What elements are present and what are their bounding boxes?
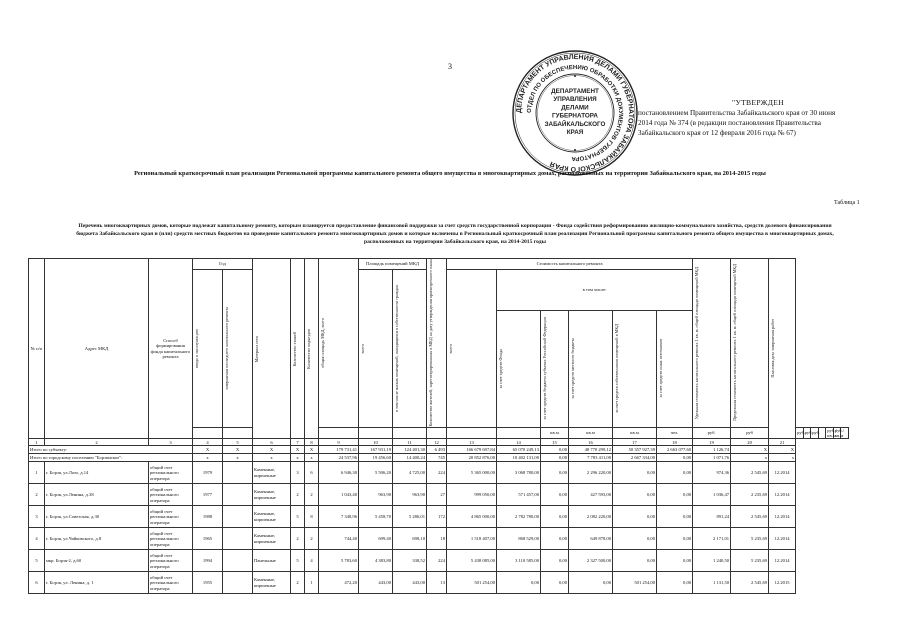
cell-other: 0,00: [657, 528, 693, 550]
total-subject-row: [29, 446, 849, 454]
cell-owners: 0,00: [613, 506, 657, 528]
cell-date: 12.2015: [769, 572, 796, 594]
cell-area: 699,40: [359, 528, 393, 550]
column-number: 16: [569, 439, 613, 446]
cell-priv: 963,90: [393, 484, 427, 506]
cell-total: 6 946,30: [319, 462, 359, 484]
unit-cell: [359, 427, 393, 439]
cell-fund: 3 068 780,00: [497, 462, 541, 484]
total-cell: x: [769, 454, 796, 462]
cell-repair: [223, 462, 253, 484]
column-number: 6: [253, 439, 291, 446]
cell-floors: 2: [291, 572, 305, 594]
total-cell: 124 401,30: [393, 446, 427, 454]
cell-floors: 3: [291, 462, 305, 484]
cell-priv: 4 725,00: [393, 462, 427, 484]
cell-entr: 2: [305, 484, 319, 506]
header-cost-local: за счет средств местного бюджета: [569, 310, 613, 427]
total-cell: 14 400,24: [393, 454, 427, 462]
total-cell: 7 783 411,00: [569, 454, 613, 462]
table-row: [29, 550, 849, 572]
total-cell: 20 852 876,00: [447, 454, 497, 462]
cell-spec: 1 131,50: [693, 572, 731, 594]
cell-fund: 2 782 780,00: [497, 506, 541, 528]
total-cell: 166 679 697,84: [447, 446, 497, 454]
cell-address: мкр. Борзя-2, д.60: [45, 550, 149, 572]
unit-cell: руб.: [803, 427, 811, 439]
stamp-ring-outer-text: ДЕПАРТАМЕНТ УПРАВЛЕНИЯ ДЕЛАМИ ГУБЕРНАТОРА ЗАБАЙКАЛЬСКОГО КРАЯ: [515, 53, 635, 173]
page-number: 3: [448, 62, 452, 71]
column-number: 11: [393, 439, 427, 446]
cell-cost: 999 050,00: [447, 484, 497, 506]
approval-line: постановлением Правительства Забайкальского края от 30 июня: [638, 109, 836, 117]
column-number: 8: [305, 439, 319, 446]
cell-repair: [223, 550, 253, 572]
cell-date: 12.2014: [769, 484, 796, 506]
cell-date: 12.2014: [769, 528, 796, 550]
cell-priv: 5 286,01: [393, 506, 427, 528]
cell-method: общий счет регионального оператора: [149, 528, 193, 550]
table-row: [29, 506, 849, 528]
unit-cell: [319, 427, 359, 439]
cell-date: 12.2014: [769, 506, 796, 528]
unit-cell: [427, 427, 447, 439]
header-cost-other: за счет средств иных источников: [657, 310, 693, 427]
header-cost-region: за счет средств бюджета субъекта Российской Федерации: [541, 310, 569, 427]
header-wall: Материал стен: [253, 259, 291, 439]
total-cell: 1 071,76: [693, 454, 731, 462]
unit-cell: кв.м: [541, 427, 569, 439]
cell-built: 1979: [193, 462, 223, 484]
total-cell: X: [253, 446, 291, 454]
cell-built: 1988: [193, 506, 223, 528]
header-area-all: всего: [359, 270, 393, 428]
total-cell: 0,00: [541, 454, 569, 462]
header-num: № п/п: [29, 259, 45, 439]
cell-limit: 5 235,69: [731, 528, 769, 550]
header-specific: Удельная стоимость капитального ремонта 1 кв. м. общей площади помещений МКД: [693, 259, 731, 428]
column-numbers-row: [29, 439, 849, 446]
cell-region: 0,00: [541, 506, 569, 528]
cell-owners: 0,00: [613, 484, 657, 506]
cell-built: 1955: [193, 572, 223, 594]
cell-method: общий счет регионального оператора: [149, 506, 193, 528]
total-cell: 65 070 249,13: [497, 446, 541, 454]
cell-repair: [223, 528, 253, 550]
total-cell: x: [731, 454, 769, 462]
approval-line: 2014 года № 374 (в редакции постановления Правительства: [638, 119, 821, 127]
header-total-area: общая площадь МКД, всего: [319, 259, 359, 428]
cell-method: общий счет регионального оператора: [149, 484, 193, 506]
unit-cell: руб.: [796, 427, 804, 439]
column-number: 14: [497, 439, 541, 446]
stamp-ring-inner-text: ОТДЕЛ ПО ОБЕСПЕЧЕНИЮ ОБРАБОТКИ ДОКУМЕНТОВ ГУБЕРНАТОРА: [526, 64, 624, 162]
total-cell: x: [223, 454, 253, 462]
total-cell: 0,00: [657, 454, 693, 462]
total-cell: X: [305, 446, 319, 454]
cell-n: 1: [29, 462, 45, 484]
cell-res: 13: [427, 572, 447, 594]
cell-other: 0,00: [657, 550, 693, 572]
unit-cell: кв.м: [613, 427, 657, 439]
cell-spec: 1 240,50: [693, 550, 731, 572]
header-including: в том числе:: [497, 270, 693, 311]
cell-n: 4: [29, 528, 45, 550]
total-cell: X: [223, 446, 253, 454]
cell-wall: Панельные: [253, 550, 291, 572]
cell-region: 0,00: [541, 484, 569, 506]
cell-local: 2 327 500,00: [569, 550, 613, 572]
cell-built: 1965: [193, 528, 223, 550]
cell-res: 18: [427, 528, 447, 550]
cell-address: г. Борзя, ул.Лазо, д.14: [45, 462, 149, 484]
unit-cell: [497, 427, 541, 439]
cell-entr: 6: [305, 462, 319, 484]
cell-method: общий счет регионального оператора: [149, 462, 193, 484]
column-number: 19: [693, 439, 731, 446]
approval-title: "УТВЕРЖДЕН: [732, 98, 784, 107]
cell-other: 0,00: [657, 572, 693, 594]
column-number: 2: [45, 439, 149, 446]
unit-cell: [223, 427, 253, 439]
cell-other: 0,00: [657, 462, 693, 484]
cell-wall: Каменные, кирпичные: [253, 484, 291, 506]
total-borzya-row: [29, 454, 849, 462]
cell-res: 224: [427, 550, 447, 572]
cell-floors: 5: [291, 506, 305, 528]
header-cost-group: Стоимость капитального ремонта: [447, 259, 693, 270]
total-cell: 2 663 077,60: [657, 446, 693, 454]
header-residents: Количество жителей, зарегистрированных в МКД на дату утверждения краткосрочного плана: [427, 259, 447, 428]
cell-res: 27: [427, 484, 447, 506]
cell-region: 0,00: [541, 550, 569, 572]
table-row: [29, 528, 849, 550]
total-cell: X: [769, 446, 796, 454]
cell-method: общий счет регионального оператора: [149, 550, 193, 572]
cell-total: 744,40: [319, 528, 359, 550]
total-cell: X: [291, 446, 305, 454]
cell-local: 0,00: [569, 572, 613, 594]
cell-address: г. Борзя, ул. Ленина, д. 1: [45, 572, 149, 594]
cell-local: 2 296 220,00: [569, 462, 613, 484]
column-number: 10: [359, 439, 393, 446]
cell-wall: Каменные, кирпичные: [253, 506, 291, 528]
svg-text:ДЕЛАМИ: ДЕЛАМИ: [561, 104, 589, 112]
cell-limit: 2 545,69: [731, 572, 769, 594]
cell-date: 12.2014: [769, 550, 796, 572]
cell-spec: 1 036,47: [693, 484, 731, 506]
cell-fund: 3 110 585,00: [497, 550, 541, 572]
cell-area: 963,90: [359, 484, 393, 506]
cell-spec: 2 171,01: [693, 528, 731, 550]
cell-total: 7 348,96: [319, 506, 359, 528]
unit-cell: кв.м: [569, 427, 613, 439]
cell-repair: [223, 572, 253, 594]
total-subject-label: Итого по субъекту:: [29, 446, 193, 454]
total-cell: 19 456,60: [359, 454, 393, 462]
total-cell: X: [731, 446, 769, 454]
capital-repair-table: [28, 258, 849, 594]
column-number: 7: [291, 439, 305, 446]
cell-date: 12.2014: [769, 462, 796, 484]
cell-local: 2 082 220,00: [569, 506, 613, 528]
cell-spec: 891,24: [693, 506, 731, 528]
unit-cell: руб: [731, 427, 769, 439]
table-row: [29, 462, 849, 484]
header-area-private: в том числе жилых помещений, находящихся в собственности граждан: [393, 270, 427, 428]
cell-limit: 2 545,69: [731, 506, 769, 528]
table-row: [29, 484, 849, 506]
total-borzya-label: Итого по городскому поселению "Борзинское":: [29, 454, 193, 462]
svg-text:ГУБЕРНАТОРА: ГУБЕРНАТОРА: [552, 112, 598, 120]
total-cell: 24 537,96: [319, 454, 359, 462]
cell-region: 0,00: [541, 462, 569, 484]
column-number: 21: [769, 439, 796, 446]
header-method: Способ формирования фонда капитального ремонта: [149, 259, 193, 439]
total-cell: x: [291, 454, 305, 462]
cell-region: 0,00: [541, 572, 569, 594]
cell-local: 649 878,00: [569, 528, 613, 550]
cell-n: 5: [29, 550, 45, 572]
column-number: 3: [149, 439, 193, 446]
svg-text:КРАЯ: КРАЯ: [566, 129, 584, 136]
cell-owners: 0,00: [613, 462, 657, 484]
cell-floors: 5: [291, 550, 305, 572]
table-caption: Перечень многоквартирных домов, которые подлежат капитальному ремонту, которым планируется предоставление финансовой поддержки за счет средств государственной корпорации - Фонда содействия реформированию жилищно-коммунального хозяйства, средств долевого финансирования бюджета Забайкальского края и (или) средств местных бюджетов на проведение капитального ремонта многоквартирных домов и которые включены в Региональный краткосрочный план реализации Региональной программы капитального ремонта общего имущества в многоквартирных домах, расположенных на территории Забайкальского края, на 2014-2015 годы: [76, 223, 834, 245]
table-row: [29, 572, 849, 594]
cell-area: 443,00: [359, 572, 393, 594]
cell-floors: 2: [291, 528, 305, 550]
cell-entr: 1: [305, 572, 319, 594]
table-label: Таблица 1: [834, 200, 860, 206]
svg-text:ЗАБАЙКАЛЬСКОГО: ЗАБАЙКАЛЬСКОГО: [544, 120, 606, 128]
total-cell: 2 667 334,00: [613, 454, 657, 462]
total-cell: X: [193, 446, 223, 454]
cell-repair: [223, 484, 253, 506]
header-cost-all: всего: [447, 270, 497, 428]
unit-cell: руб./кв.м: [834, 427, 845, 438]
cell-res: 172: [427, 506, 447, 528]
cell-limit: 2 235,69: [731, 484, 769, 506]
cell-address: г. Борзя, ул.Ленина, д.38: [45, 484, 149, 506]
cell-floors: 2: [291, 484, 305, 506]
svg-text:ДЕПАРТАМЕНТ: ДЕПАРТАМЕНТ: [551, 88, 599, 95]
unit-cell: руб./кв.м: [827, 427, 837, 438]
total-cell: x: [253, 454, 291, 462]
cell-area: 5 506,20: [359, 462, 393, 484]
column-number: 9: [319, 439, 359, 446]
cell-fund: 0,00: [497, 572, 541, 594]
cell-limit: 2 545,69: [731, 462, 769, 484]
cell-fund: 571 457,00: [497, 484, 541, 506]
cell-total: 472,20: [319, 572, 359, 594]
header-year-built: ввода в эксплуатацию: [193, 270, 223, 428]
cell-owners: 501 254,00: [613, 572, 657, 594]
cell-local: 427 593,00: [569, 484, 613, 506]
total-cell: 179 731,41: [319, 446, 359, 454]
column-number: 4: [193, 439, 223, 446]
total-cell: 48 770 299,12: [569, 446, 613, 454]
total-cell: 0,00: [541, 446, 569, 454]
column-number: 20: [731, 439, 769, 446]
cell-priv: 698,10: [393, 528, 427, 550]
header-address: Адрес МКД: [45, 259, 149, 439]
header-limit: Предельная стоимость капитального ремонта 1 кв. м. общей площади помещений МКД: [731, 259, 769, 428]
header-area-group: Площадь помещений МКД: [359, 259, 427, 270]
cell-entr: 4: [305, 550, 319, 572]
cell-address: г. Борзя, ул.Чайковского, д.8: [45, 528, 149, 550]
unit-cell: [447, 427, 497, 439]
cell-res: 224: [427, 462, 447, 484]
total-cell: 10 402 131,00: [497, 454, 541, 462]
approval-line: Забайкальского края от 12 февраля 2016 года № 67): [638, 129, 796, 137]
header-entrances: Количество подъездов: [305, 259, 319, 439]
cell-area: 5 458,70: [359, 506, 393, 528]
total-cell: 50 357 927,39: [613, 446, 657, 454]
unit-cell: руб.: [693, 427, 731, 439]
header-deadline: Плановая дата завершения работ: [769, 259, 796, 439]
cell-wall: Каменные, кирпичные: [253, 572, 291, 594]
unit-cell: чел.: [657, 427, 693, 439]
cell-priv: 443,00: [393, 572, 427, 594]
column-number: 17: [613, 439, 657, 446]
cell-cost: 5 438 085,00: [447, 550, 497, 572]
header-year-group: Год: [193, 259, 253, 270]
column-number: 12: [427, 439, 447, 446]
unit-cell: руб.: [811, 427, 819, 439]
approval-block: [638, 98, 878, 138]
cell-n: 3: [29, 506, 45, 528]
stamp-center-text: [545, 88, 606, 136]
cell-cost: 4 865 000,00: [447, 506, 497, 528]
cell-cost: 1 518 407,00: [447, 528, 497, 550]
cell-repair: [223, 506, 253, 528]
cell-built: 1994: [193, 550, 223, 572]
column-number: 13: [447, 439, 497, 446]
cell-region: 0,00: [541, 528, 569, 550]
cell-priv: 338,52: [393, 550, 427, 572]
cell-cost: 5 365 000,00: [447, 462, 497, 484]
cell-total: 1 043,40: [319, 484, 359, 506]
cell-built: 1977: [193, 484, 223, 506]
document-title: Региональный краткосрочный план реализации Региональной программы капитального ремонта общего имущества в многоквартирных домах, расположенных на территории Забайкальского края, на 2014-2015 годы: [134, 170, 766, 177]
cell-spec: 974,36: [693, 462, 731, 484]
total-cell: x: [305, 454, 319, 462]
cell-limit: 5 235,69: [731, 550, 769, 572]
total-cell: 167 931,19: [359, 446, 393, 454]
cell-other: 0,00: [657, 484, 693, 506]
unit-cell: [393, 427, 427, 439]
column-number: 15: [541, 439, 569, 446]
column-number: 1: [29, 439, 45, 446]
cell-address: г. Борзя, ул.Советская, д.30: [45, 506, 149, 528]
total-cell: 745: [427, 454, 447, 462]
total-cell: x: [193, 454, 223, 462]
column-number: 5: [223, 439, 253, 446]
cell-cost: 501 254,00: [447, 572, 497, 594]
official-stamp: [510, 48, 640, 178]
cell-other: 0,00: [657, 506, 693, 528]
cell-total: 5 783,60: [319, 550, 359, 572]
cell-entr: 8: [305, 506, 319, 528]
cell-wall: Каменные, кирпичные: [253, 528, 291, 550]
header-floors: Количество этажей: [291, 259, 305, 439]
column-number: 18: [657, 439, 693, 446]
cell-fund: 868 529,00: [497, 528, 541, 550]
cell-method: общий счет регионального оператора: [149, 572, 193, 594]
header-cost-fund: за счет средств Фонда: [497, 310, 541, 427]
header-cost-owners: за счет средств собственников помещений в МКД: [613, 310, 657, 427]
total-cell: 6 493: [427, 446, 447, 454]
cell-owners: 0,00: [613, 528, 657, 550]
total-cell: 1 126,74: [693, 446, 731, 454]
cell-wall: Каменные, кирпичные: [253, 462, 291, 484]
cell-n: 6: [29, 572, 45, 594]
cell-area: 4 383,80: [359, 550, 393, 572]
unit-cell: [193, 427, 223, 439]
cell-n: 2: [29, 484, 45, 506]
cell-owners: 0,00: [613, 550, 657, 572]
svg-text:УПРАВЛЕНИЯ: УПРАВЛЕНИЯ: [553, 96, 597, 104]
header-year-last-repair: завершения последнего капитального ремонта: [223, 270, 253, 428]
cell-entr: 2: [305, 528, 319, 550]
